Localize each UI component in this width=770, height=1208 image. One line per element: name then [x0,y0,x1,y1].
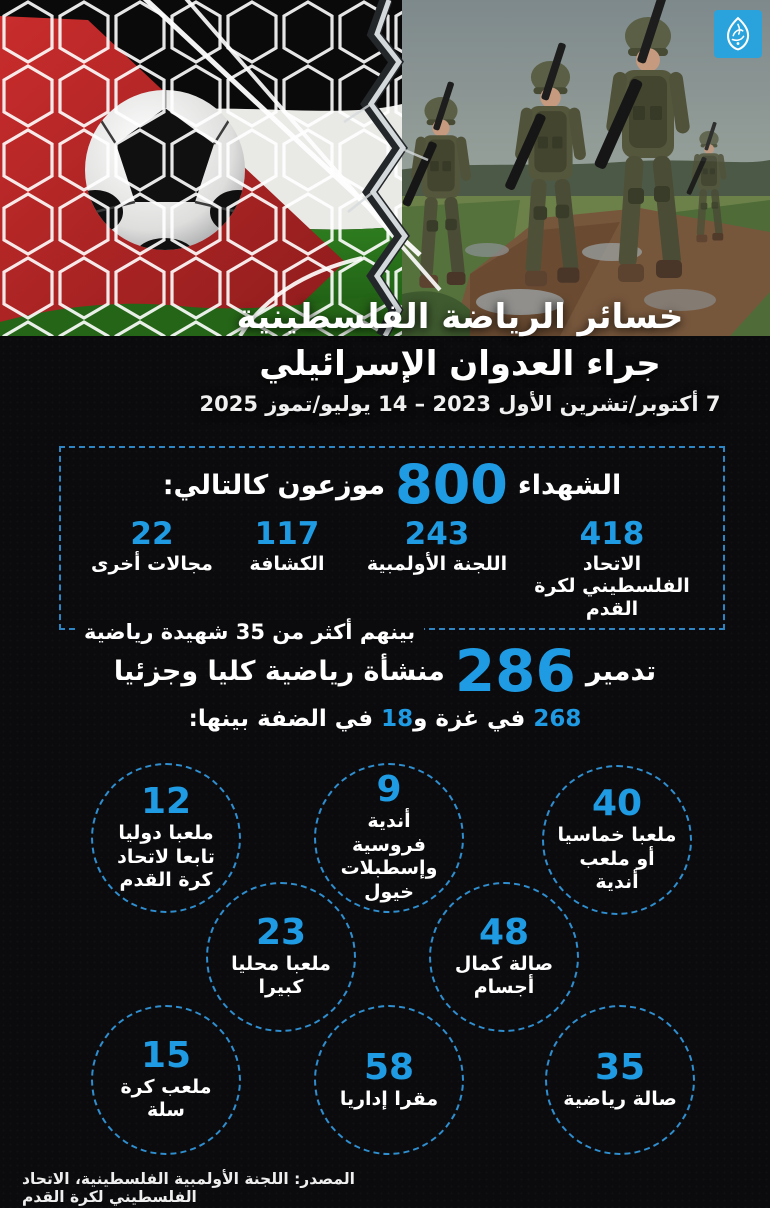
stat-scouts [227,518,347,621]
westbank-text: في الضفة بينها: [188,706,382,732]
destruction-section [0,637,770,732]
facility-value: 15 [140,1034,192,1076]
martyrs-label-after: موزعون كالتالي: [162,469,386,501]
facility-value: 48 [478,911,530,953]
facility-value: 9 [376,769,402,811]
facility-label: ملعبا دوليا تابعا لاتحاد كرة القدم [117,821,215,892]
facility-circle-local-stadiums [206,882,356,1032]
stat-label: مجالات أخرى [91,552,213,575]
stat-label: الاتحاد الفلسطيني لكرة القدم [534,552,690,621]
stat-value: 117 [254,516,320,552]
hero-photo-collage [0,0,770,336]
facility-label: صالة كمال أجسام [454,952,554,999]
stat-value: 243 [404,516,470,552]
destruction-headline [0,637,770,705]
stat-other-fields [87,518,217,621]
martyrs-headline [61,453,723,516]
stat-olympic-committee [357,518,517,621]
title-block [150,294,770,416]
facility-circle-sports-halls [545,1005,695,1155]
page-title-line1: خسائر الرياضة الفلسطينية [236,297,684,337]
facility-value: 23 [255,911,307,953]
facility-label: صالة رياضية [563,1087,677,1110]
facility-circle-basketball-courts [91,1005,241,1155]
facility-label: مقرا إداريا [339,1087,439,1110]
facility-value: 58 [363,1046,415,1088]
facility-label: ملعبا محليا كبيرا [231,952,331,999]
martyrs-breakdown-row [61,512,723,621]
stat-football-federation [527,518,697,621]
destruction-suffix: منشأة رياضية كليا وجزئيا [113,655,445,687]
facility-label: ملعب كرة سلة [120,1075,212,1122]
westbank-value: 18 [381,706,414,732]
gaza-value: 268 [533,706,582,732]
martyrs-footnote: بينهم أكثر من 35 شهيدة رياضية [75,620,424,644]
hero-collage-graphic [0,0,770,336]
martyrs-total: 800 [395,453,508,516]
facility-label: أندية فروسية وإسطبلات خيول [340,809,438,904]
facility-value: 12 [140,780,192,822]
stat-label: اللجنة الأولمبية [366,552,508,575]
facility-label: ملعبا خماسيا أو ملعب أندية [557,823,677,894]
destruction-total: 286 [454,637,576,705]
stat-value: 22 [130,516,174,552]
facility-value: 40 [591,782,643,824]
facility-circle-equestrian [314,763,464,913]
page-title-line2: جراء العدوان الإسرائيلي [259,343,661,384]
martyrs-section [59,446,725,644]
facility-circle-mini-pitches [542,765,692,915]
facility-value: 35 [594,1046,646,1088]
facility-circle-bodybuilding-gyms [429,882,579,1032]
destruction-prefix: تدمير [585,655,657,687]
martyrs-label-before: الشهداء [517,469,622,501]
gaza-text: في غزة و [413,706,534,732]
facility-circle-international-stadiums [91,763,241,913]
facility-circle-admin-hq [314,1005,464,1155]
aljazeera-logo [714,10,762,58]
aljazeera-calligraphy-icon [719,15,757,53]
date-range: 7 أكتوبر/تشرين الأول 2023 – 14 يوليو/تموز 2025 [199,391,721,416]
stat-label: الكشافة [249,552,325,575]
source-line: المصدر: اللجنة الأولمبية الفلسطينية، الاتحاد الفلسطيني لكرة القدم [22,1170,355,1206]
stat-value: 418 [579,516,645,552]
destruction-regions-line [0,706,770,732]
